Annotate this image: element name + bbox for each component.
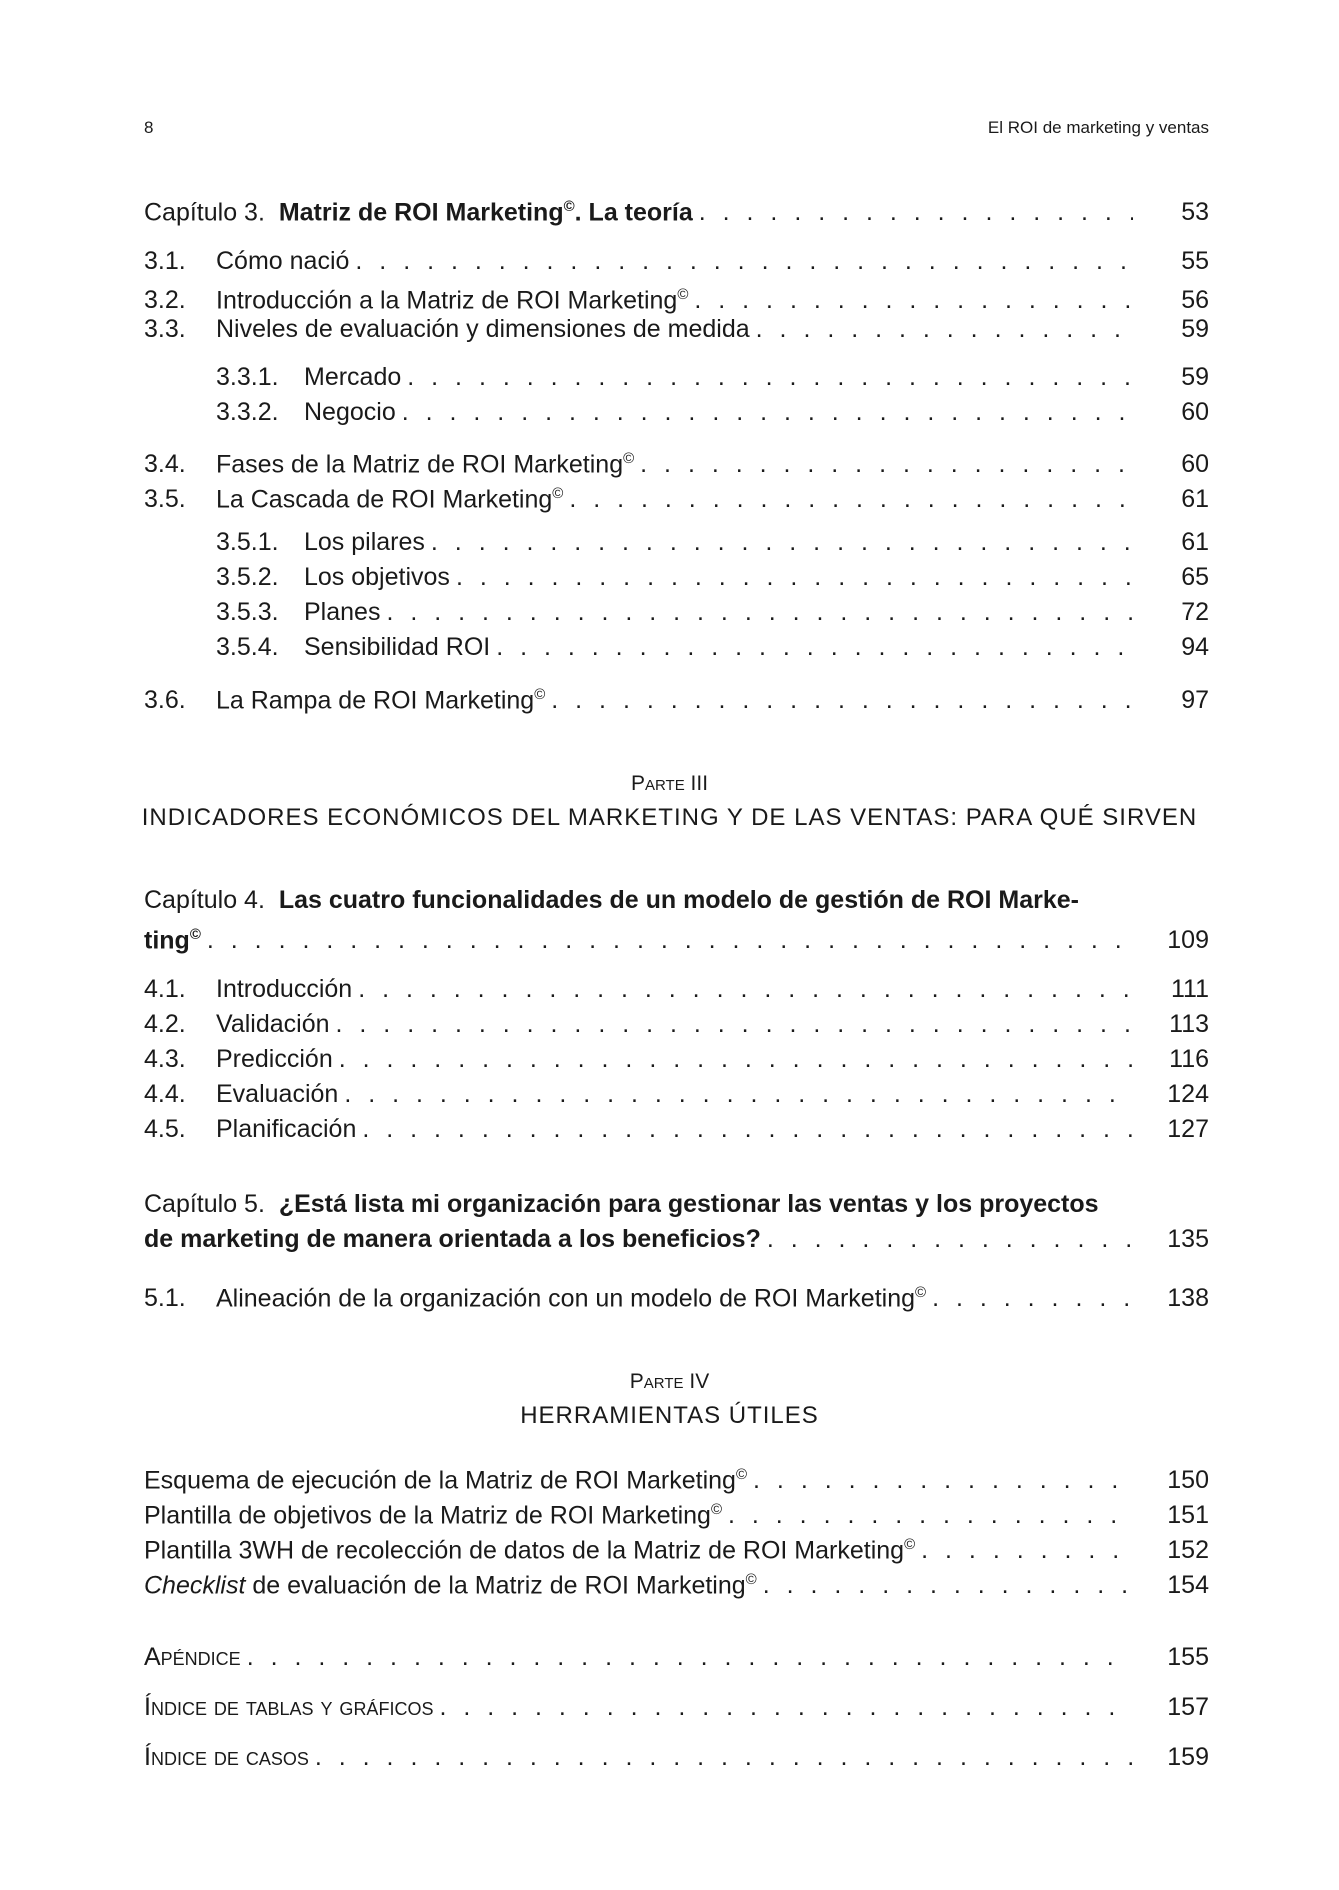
chapter-prefix: Capítulo 3.	[144, 198, 265, 227]
entry-title: Alineación de la organización con un modelo de ROI Marketing	[216, 1284, 916, 1313]
entry-title: Esquema de ejecución de la Matriz de ROI Marketing	[144, 1466, 736, 1495]
entry-title: La Cascada de ROI Marketing	[216, 485, 553, 514]
page-ref: 59	[1181, 315, 1209, 343]
dot-leader	[336, 1007, 1133, 1041]
part-label: Parte IV	[629, 1370, 710, 1393]
toc-entry[interactable]	[144, 1458, 1209, 1497]
dot-leader	[402, 395, 1133, 429]
entry-title: Evaluación	[216, 1080, 339, 1108]
copyright-mark: ©	[710, 1501, 722, 1518]
toc-entry[interactable]	[144, 312, 1209, 346]
dot-leader	[355, 244, 1133, 278]
dot-leader	[386, 595, 1133, 629]
entry-title: Los pilares	[304, 528, 425, 556]
toc-entry[interactable]	[144, 244, 1209, 278]
toc-entry[interactable]	[144, 442, 1209, 481]
toc-chapter-4[interactable]	[144, 882, 1209, 957]
toc-entry[interactable]	[144, 1493, 1209, 1532]
dot-leader	[407, 360, 1133, 394]
dot-leader	[247, 1640, 1133, 1674]
copyright-mark: ©	[745, 1571, 757, 1588]
toc-subentry[interactable]	[216, 360, 1209, 394]
toc-subentry[interactable]	[216, 630, 1209, 664]
dot-leader	[207, 923, 1133, 957]
entry-number: 3.6.	[144, 686, 186, 715]
chapter-prefix: Capítulo 4.	[144, 886, 265, 914]
toc-appendix[interactable]	[144, 1640, 1209, 1674]
toc-index-tables[interactable]	[144, 1690, 1209, 1724]
part-label: Parte III	[630, 772, 709, 795]
page-ref: 138	[1167, 1284, 1209, 1313]
entry-title: Validación	[216, 1010, 330, 1038]
entry-number: 3.5.	[144, 485, 186, 514]
page-ref: 56	[1181, 286, 1209, 315]
entry-title: Introducción	[216, 975, 353, 1003]
entry-title: Sensibilidad ROI	[304, 633, 491, 661]
toc-entry[interactable]	[144, 1276, 1209, 1315]
page-ref: 116	[1169, 1045, 1209, 1073]
copyright-mark: ©	[552, 485, 564, 502]
entry-title: Planes	[304, 598, 381, 626]
page-ref: 154	[1167, 1571, 1209, 1600]
page-ref: 61	[1181, 528, 1209, 556]
toc-entry[interactable]	[144, 1007, 1209, 1041]
dot-leader	[496, 630, 1133, 664]
page-ref: 152	[1167, 1536, 1209, 1565]
dot-leader	[358, 972, 1133, 1006]
entry-title: Fases de la Matriz de ROI Marketing	[216, 450, 624, 479]
entry-number: 3.5.3.	[216, 598, 279, 626]
toc-entry[interactable]	[144, 1528, 1209, 1567]
entry-title: Cómo nació	[216, 247, 350, 275]
page-ref: 113	[1169, 1010, 1209, 1038]
chapter-title: Las cuatro funcionalidades de un modelo de gestión de ROI Marke-	[278, 886, 1079, 914]
chapter-title: Matriz de ROI Marketing	[278, 198, 564, 227]
chapter-title-cont: . La teoría	[574, 198, 693, 227]
toc-chapter-3[interactable]	[144, 190, 1209, 229]
entry-title: Introducción a la Matriz de ROI Marketing	[216, 286, 678, 315]
page-ref: 59	[1181, 363, 1209, 391]
chapter-title-cont: ting	[144, 926, 190, 955]
chapter-title-cont: de marketing de manera orientada a los beneficios?	[144, 1225, 761, 1253]
entry-number: 4.4.	[144, 1080, 186, 1108]
page-ref: 55	[1181, 247, 1209, 275]
entry-number: 3.3.1.	[216, 363, 279, 391]
dot-leader	[339, 1042, 1133, 1076]
copyright-mark: ©	[563, 198, 575, 215]
entry-title: Predicción	[216, 1045, 333, 1073]
page-ref: 97	[1181, 686, 1209, 715]
chapter-prefix: Capítulo 5.	[144, 1190, 265, 1218]
dot-leader	[569, 482, 1133, 516]
entry-title: La Rampa de ROI Marketing	[216, 686, 535, 715]
dot-leader	[431, 525, 1133, 559]
entry-number: 3.3.2.	[216, 398, 279, 426]
page-ref: 72	[1181, 598, 1209, 626]
copyright-mark: ©	[189, 926, 201, 943]
copyright-mark: ©	[623, 450, 635, 467]
copyright-mark: ©	[735, 1466, 748, 1483]
page-ref: 124	[1167, 1080, 1209, 1108]
dot-leader	[315, 1740, 1133, 1774]
entry-number: 4.1.	[144, 975, 186, 1003]
dot-leader	[439, 1690, 1133, 1724]
page-ref: 159	[1167, 1743, 1209, 1771]
toc-index-cases[interactable]	[144, 1740, 1209, 1774]
entry-title-italic: Checklist	[144, 1571, 246, 1600]
entry-number: 3.3.	[144, 315, 186, 343]
entry-title: Índice de casos	[144, 1743, 309, 1771]
toc-subentry[interactable]	[216, 560, 1209, 594]
entry-number: 4.5.	[144, 1115, 186, 1143]
copyright-mark: ©	[534, 686, 546, 703]
page-ref: 60	[1181, 398, 1209, 426]
toc-chapter-5[interactable]	[144, 1186, 1209, 1256]
toc-subentry[interactable]	[216, 595, 1209, 629]
dot-leader	[362, 1112, 1133, 1146]
toc-entry[interactable]	[144, 477, 1209, 516]
part-title: HERRAMIENTAS ÚTILES	[520, 1402, 819, 1429]
entry-number: 3.4.	[144, 450, 186, 479]
entry-title: Apéndice	[144, 1643, 241, 1671]
chapter-title: ¿Está lista mi organización para gestionar las ventas y los proyectos	[278, 1190, 1099, 1218]
toc-entry[interactable]	[144, 1563, 1209, 1602]
page-ref: 65	[1181, 563, 1209, 591]
running-header	[144, 118, 1209, 148]
part-title: INDICADORES ECONÓMICOS DEL MARKETING Y DE LAS VENTAS: PARA QUÉ SIRVEN	[141, 804, 1198, 831]
page-ref: 94	[1181, 633, 1209, 661]
entry-number: 3.5.4.	[216, 633, 279, 661]
entry-number: 3.1.	[144, 247, 186, 275]
toc-subentry[interactable]	[216, 395, 1209, 429]
page-ref: 60	[1181, 450, 1209, 479]
entry-number: 4.3.	[144, 1045, 186, 1073]
toc-subentry[interactable]	[216, 525, 1209, 559]
toc-entry[interactable]	[144, 972, 1209, 1006]
dot-leader	[456, 560, 1133, 594]
entry-title: Negocio	[304, 398, 396, 426]
page-number: 8	[144, 118, 154, 137]
entry-title: Mercado	[304, 363, 402, 391]
toc-entry[interactable]	[144, 678, 1209, 717]
dot-leader	[763, 1568, 1133, 1602]
copyright-mark: ©	[677, 286, 689, 303]
entry-title: Plantilla 3WH de recolección de datos de la Matriz de ROI Marketing	[144, 1536, 905, 1565]
page-ref: 109	[1167, 926, 1209, 955]
page-ref: 150	[1167, 1466, 1209, 1495]
page-ref: 111	[1170, 975, 1209, 1003]
running-title: El ROI de marketing y ventas	[987, 118, 1209, 137]
entry-title: Índice de tablas y gráficos	[144, 1693, 434, 1721]
page-ref: 61	[1181, 485, 1209, 514]
entry-title: de evaluación de la Matriz de ROI Marketing	[245, 1571, 746, 1600]
page-ref: 151	[1167, 1501, 1209, 1530]
toc-entry[interactable]	[144, 1112, 1209, 1146]
entry-title: Los objetivos	[304, 563, 450, 591]
dot-leader	[344, 1077, 1133, 1111]
page-ref: 157	[1167, 1693, 1209, 1721]
entry-number: 4.2.	[144, 1010, 186, 1038]
copyright-mark: ©	[915, 1284, 927, 1301]
copyright-mark: ©	[904, 1536, 916, 1553]
dot-leader	[767, 1222, 1133, 1256]
page-ref: 53	[1181, 198, 1209, 227]
page-ref: 155	[1167, 1643, 1209, 1671]
entry-number: 5.1.	[144, 1284, 186, 1313]
dot-leader	[551, 683, 1133, 717]
page-ref: 135	[1167, 1225, 1209, 1253]
entry-title: Plantilla de objetivos de la Matriz de ROI Marketing	[144, 1501, 711, 1530]
entry-title: Niveles de evaluación y dimensiones de medida	[216, 315, 750, 343]
page-ref: 127	[1167, 1115, 1209, 1143]
entry-number: 3.5.1.	[216, 528, 279, 556]
toc-entry[interactable]	[144, 1077, 1209, 1111]
toc-entry[interactable]	[144, 1042, 1209, 1076]
dot-leader	[756, 312, 1133, 346]
entry-title: Planificación	[216, 1115, 357, 1143]
entry-number: 3.5.2.	[216, 563, 279, 591]
dot-leader	[932, 1281, 1133, 1315]
entry-number: 3.2.	[144, 286, 186, 315]
dot-leader	[699, 195, 1133, 229]
